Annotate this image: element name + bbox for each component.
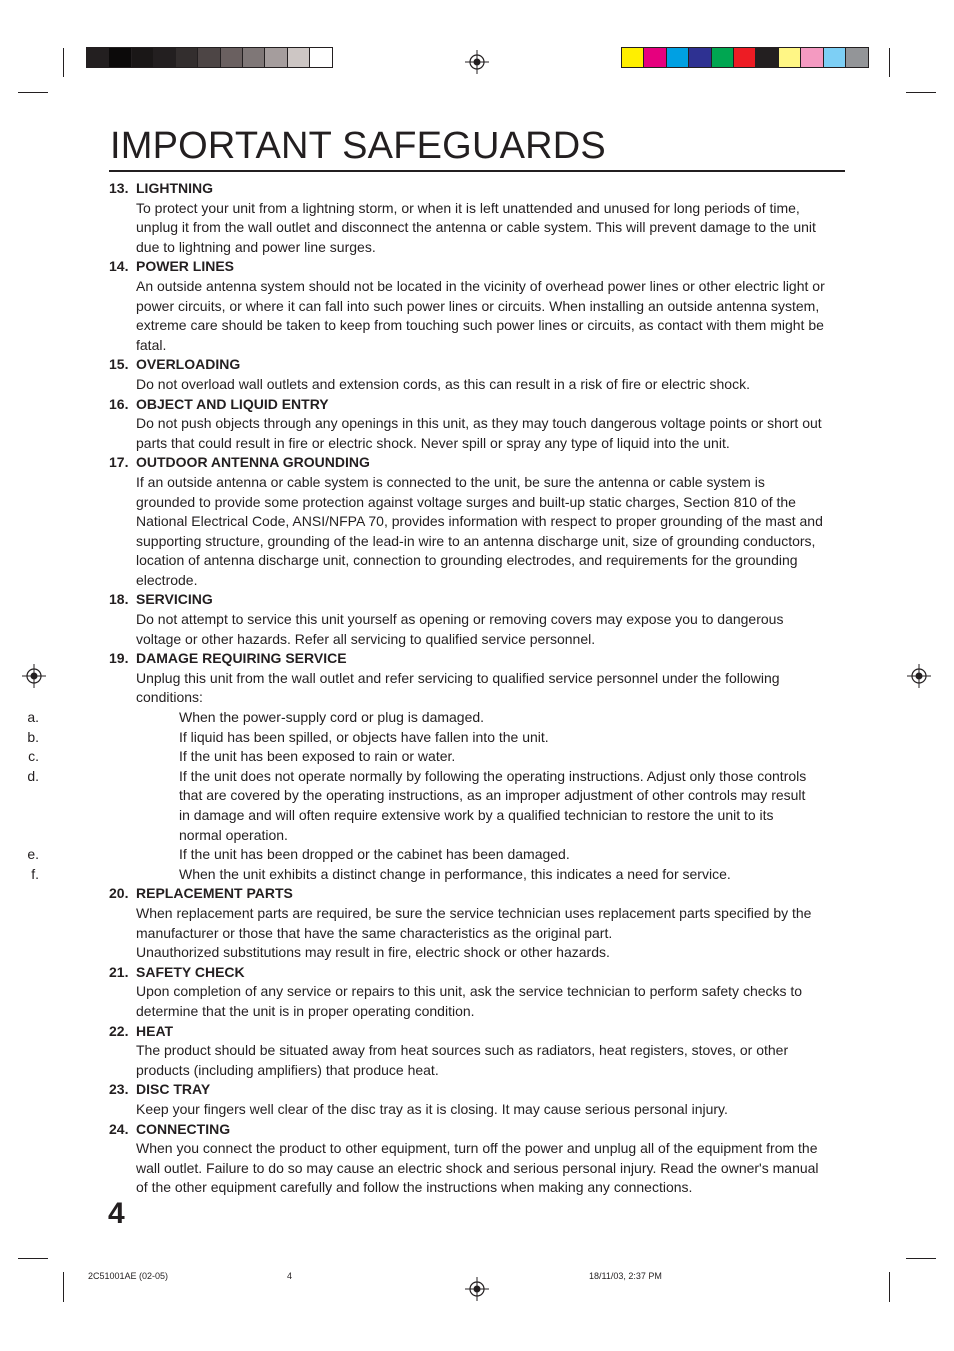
safeguard-heading-text: SAFETY CHECK <box>136 963 245 980</box>
safeguard-heading <box>0 1022 954 1042</box>
grayscale-color-bar <box>86 47 333 68</box>
safeguard-heading-text: OUTDOOR ANTENNA GROUNDING <box>136 454 370 471</box>
safeguard-item <box>0 453 954 590</box>
color-swatch <box>712 48 734 67</box>
safeguard-heading <box>0 884 954 904</box>
registration-mark-top-icon <box>465 50 489 74</box>
safeguard-heading-text: CONNECTING <box>136 1120 231 1137</box>
safeguard-heading-text: HEAT <box>136 1022 174 1039</box>
safeguard-paragraph: When replacement parts are required, be sure the service technician uses replacement parts specified by the manufacturer or those that have the same characteristics as the original part. <box>136 904 812 941</box>
color-swatch <box>176 48 198 67</box>
safeguard-heading <box>0 355 954 375</box>
safeguard-heading-text: OVERLOADING <box>136 356 241 373</box>
safeguard-paragraph: Unauthorized substitutions may result in fire, electric shock or other hazards. <box>136 944 610 961</box>
condition-text: If the unit has been exposed to rain or water. <box>179 748 456 765</box>
safeguard-paragraph: Do not attempt to service this unit yourself as opening or removing covers may expose you to dangerous voltage or other hazards. Refer all servicing to qualified service personnel. <box>136 611 784 647</box>
safeguard-paragraph: Unplug this unit from the wall outlet and refer servicing to qualified service personnel under the following conditions: <box>136 669 780 706</box>
safeguard-heading <box>0 179 954 199</box>
condition-list-item <box>0 708 819 728</box>
footer-file-code: 2C51001AE (02-05) <box>88 1271 169 1281</box>
safeguard-number: 14. <box>109 258 129 275</box>
page-title: IMPORTANT SAFEGUARDS <box>110 125 606 167</box>
condition-list-item <box>0 747 819 767</box>
color-swatch <box>689 48 711 67</box>
condition-text: If the unit does not operate normally by following the operating instructions. Adjust only those controls that are covered by the operating instructions, as an improper adjustment of other controls may result in damage and will often require extensive work by a qualified technician to restore the unit to its normal operation. <box>179 767 807 843</box>
condition-letter: c. <box>28 748 39 765</box>
condition-list-item <box>0 728 819 748</box>
color-swatch <box>824 48 846 67</box>
process-color-bar <box>621 47 869 68</box>
condition-letter: b. <box>27 728 39 745</box>
color-swatch <box>846 48 868 67</box>
color-swatch <box>154 48 176 67</box>
safeguard-heading-text: POWER LINES <box>136 258 235 275</box>
page-number: 4 <box>108 1197 125 1230</box>
crop-mark-top-left-vertical <box>63 48 64 77</box>
color-swatch <box>243 48 265 67</box>
footer-page: 4 <box>287 1271 293 1281</box>
safeguard-paragraph: When you connect the product to other equipment, turn off the power and unplug all of the equipment from the wall outlet. Failure to do so may cause an electric shock and serious personal injury. Read the owner's manual of the other equipment carefully and follow the instructions when making any connections. <box>136 1140 819 1196</box>
color-swatch <box>310 48 332 67</box>
safeguard-item <box>0 1022 954 1081</box>
crop-mark-bottom-right-vertical <box>889 1272 890 1302</box>
crop-mark-bottom-left-vertical <box>63 1272 64 1302</box>
safeguard-item <box>0 355 954 394</box>
condition-letter: e. <box>27 846 39 863</box>
safeguard-number: 19. <box>109 650 129 667</box>
safeguard-item <box>0 649 954 884</box>
safeguard-item <box>0 884 954 962</box>
safeguard-paragraph: An outside antenna system should not be located in the vicinity of overhead power lines or other electric light or power circuits, or where it can fall into such power lines or circuits. When installing an outside antenna system, extreme care should be taken to keep from touching such power lines or circuits, as contact with them might be fatal. <box>136 277 825 353</box>
color-swatch <box>756 48 778 67</box>
safeguard-heading-text: OBJECT AND LIQUID ENTRY <box>136 395 329 412</box>
safeguard-heading-text: SERVICING <box>136 591 213 608</box>
color-swatch <box>87 48 109 67</box>
color-swatch <box>265 48 287 67</box>
condition-text: When the power-supply cord or plug is damaged. <box>179 709 485 726</box>
registration-mark-bottom-icon <box>465 1277 489 1301</box>
safeguard-paragraph: If an outside antenna or cable system is connected to the unit, be sure the antenna or cable system is grounded to provide some protection against voltage surges and built-up static charges, Section 810 of the National Electrical Code, ANSI/NFPA 70, provides information with respect to proper grounding of the mast and supporting structure, grounding of the lead-in wire to an antenna discharge unit, size of grounding conductors, location of antenna discharge unit, connection to grounding electrodes, and requirements for the grounding electrode. <box>136 473 823 588</box>
safeguard-number: 18. <box>109 591 129 608</box>
condition-letter: f. <box>31 865 39 882</box>
safeguard-heading <box>0 1120 954 1140</box>
condition-text: If liquid has been spilled, or objects have fallen into the unit. <box>179 728 549 745</box>
condition-text: When the unit exhibits a distinct change in performance, this indicates a need for service. <box>179 865 731 882</box>
color-swatch <box>644 48 666 67</box>
title-rule <box>109 170 845 172</box>
safeguard-paragraph: To protect your unit from a lightning storm, or when it is left unattended and unused for long periods of time, unplug it from the wall outlet and disconnect the antenna or cable system. This will prevent damage to the unit due to lightning and power line surges. <box>136 199 816 255</box>
safeguard-item <box>0 395 954 454</box>
safeguard-item <box>0 590 954 649</box>
safeguard-number: 20. <box>109 885 129 902</box>
color-swatch <box>801 48 823 67</box>
safeguard-number: 15. <box>109 356 129 373</box>
footer-timestamp: 18/11/03, 2:37 PM <box>589 1271 662 1281</box>
safeguard-heading-text: DAMAGE REQUIRING SERVICE <box>136 650 347 667</box>
safeguard-heading <box>0 453 954 473</box>
safeguard-heading <box>0 649 954 669</box>
crop-mark-top-right-horizontal <box>906 92 936 93</box>
safeguard-paragraph: Do not push objects through any openings in this unit, as they may touch dangerous voltage points or short out parts that could result in fire or electric shock. Never spill or spray any type of liquid into the unit. <box>136 415 822 451</box>
safeguard-heading-text: DISC TRAY <box>136 1081 211 1098</box>
crop-mark-top-left-horizontal <box>18 92 48 93</box>
safeguard-number: 22. <box>109 1022 129 1039</box>
color-swatch <box>734 48 756 67</box>
safeguard-heading-text: LIGHTNING <box>136 180 213 196</box>
condition-letter: d. <box>27 767 39 784</box>
color-swatch <box>132 48 154 67</box>
safeguard-item <box>0 963 954 1022</box>
safeguard-heading <box>0 257 954 277</box>
safeguard-item <box>0 179 954 257</box>
crop-mark-top-right-vertical <box>889 48 890 77</box>
crop-mark-bottom-left-horizontal <box>18 1258 48 1259</box>
safeguard-heading <box>0 963 954 983</box>
safeguard-item <box>0 1080 954 1119</box>
safeguard-paragraph: The product should be situated away from heat sources such as radiators, heat registers, stoves, or other products (including amplifiers) that produce heat. <box>136 1042 789 1078</box>
condition-text: If the unit has been dropped or the cabinet has been damaged. <box>179 846 570 863</box>
condition-list-item <box>0 845 819 865</box>
condition-list-item <box>0 767 819 845</box>
safeguard-item <box>0 1120 954 1198</box>
safeguard-item <box>0 257 954 355</box>
safeguard-paragraph: Keep your fingers well clear of the disc tray as it is closing. It may cause serious personal injury. <box>136 1100 728 1117</box>
safeguard-number: 13. <box>109 180 129 196</box>
safeguard-number: 21. <box>109 963 129 980</box>
safeguard-paragraph: Do not overload wall outlets and extension cords, as this can result in a risk of fire or electric shock. <box>136 375 750 392</box>
color-swatch <box>622 48 644 67</box>
safeguard-heading-text: REPLACEMENT PARTS <box>136 885 293 902</box>
condition-letter: a. <box>27 709 39 726</box>
color-swatch <box>667 48 689 67</box>
safeguards-list <box>0 179 954 1198</box>
safeguard-number: 16. <box>109 395 129 412</box>
safeguard-heading <box>0 590 954 610</box>
color-swatch <box>109 48 131 67</box>
safeguard-heading <box>0 395 954 415</box>
safeguard-number: 24. <box>109 1120 129 1137</box>
condition-list-item <box>0 865 819 885</box>
color-swatch <box>288 48 310 67</box>
color-swatch <box>198 48 220 67</box>
color-swatch <box>221 48 243 67</box>
safeguard-paragraph: Upon completion of any service or repairs to this unit, ask the service technician to perform safety checks to determine that the unit is in proper operating condition. <box>136 983 803 1019</box>
safeguard-heading <box>0 1080 954 1100</box>
color-swatch <box>779 48 801 67</box>
crop-mark-bottom-right-horizontal <box>906 1258 936 1259</box>
safeguard-number: 17. <box>109 454 129 471</box>
safeguard-number: 23. <box>109 1081 129 1098</box>
